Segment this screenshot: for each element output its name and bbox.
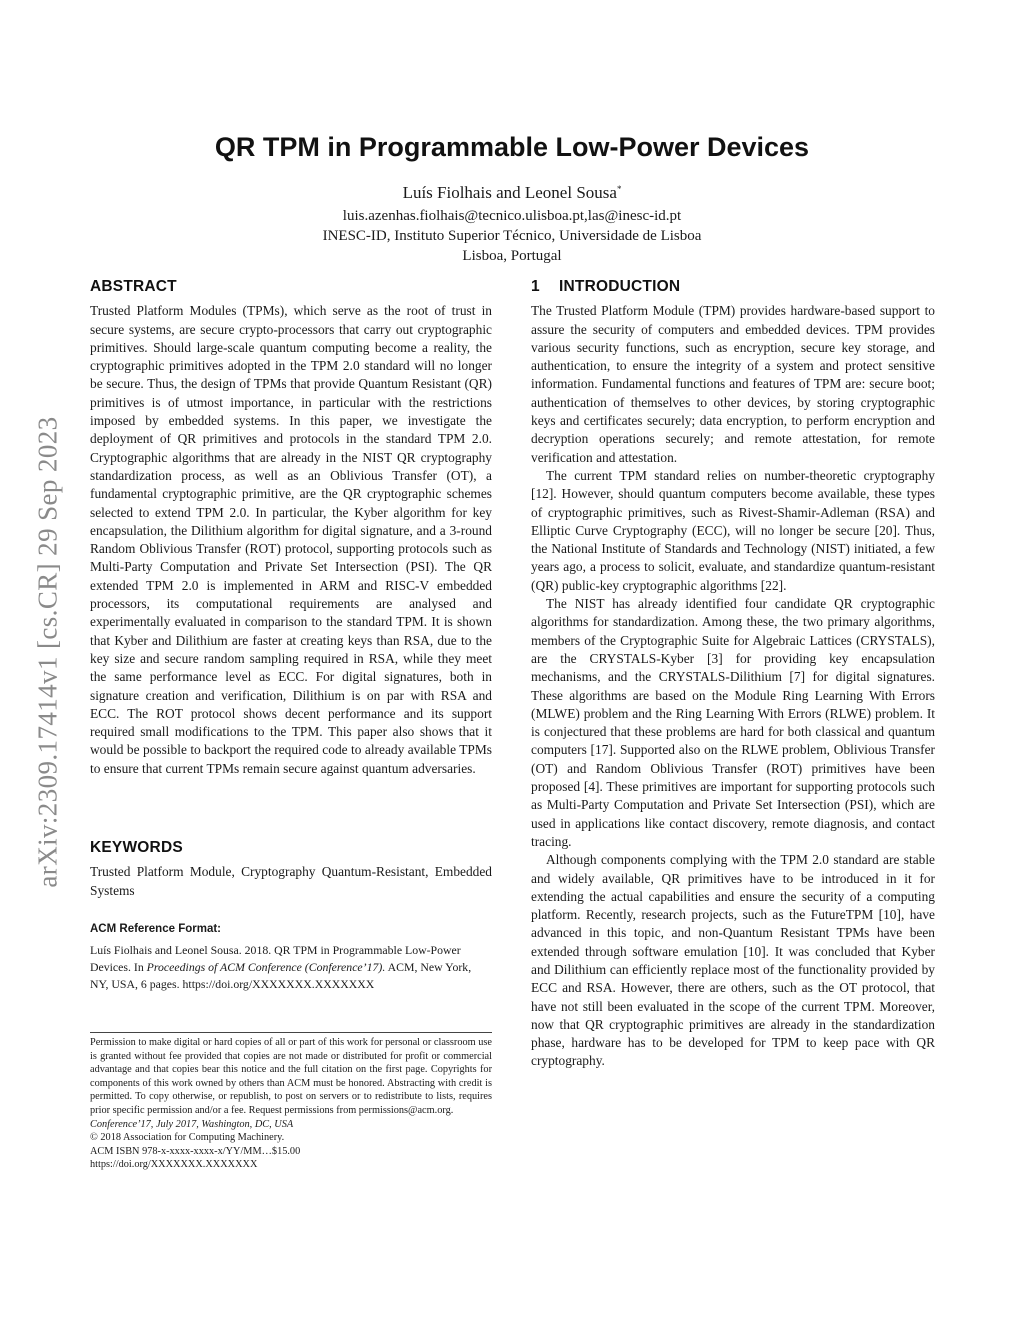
acm-reference-section [90,921,492,993]
paper-title: QR TPM in Programmable Low-Power Devices [214,132,810,162]
intro-paragraph: The NIST has already identified four candidate QR cryptographic algorithms for standardization. Among these, the two primary algorithms, members of the Cryptographic Suite for Algebraic Lattices (CRYSTALS), are the CRYSTALS-Kyber [3] for providing key encapsulation mechanisms, and the CRYSTALS-Dilithium [7] for digital signatures. These algorithms are based on the Module Ring Learning With Errors (MLWE) problem and the Ring Learning With Errors (RLWE) problem. It is conjectured that these problems are hard for both classical and quantum computers [17]. Supported also on the RLWE problem, Oblivious Transfer (OT) and Random Oblivious Transfer (ROT) primitives have been proposed [4]. These primitives are important for supporting protocols such as Multi-Party Computation and Private Set Intersection (PSI), which are used in applications like contact discovery, remote diagnosis, and contact tracing. [531,596,935,849]
permission-footnote [90,1036,492,1172]
isbn-line: ACM ISBN 978-x-xxxx-xxxx-x/YY/MM…$15.00 [90,1145,301,1157]
keywords-text: Trusted Platform Module, Cryptography Quantum-Resistant, Embedded Systems [90,864,492,898]
arxiv-identifier-text: arXiv:2309.17414v1 [cs.CR] 29 Sep 2023 [32,416,63,888]
acm-reference-publisher: ACM, New York, NY, USA, 6 pages. https://doi.org/XXXXXXX.XXXXXXX [90,960,472,991]
acm-reference-heading: ACM Reference Format: [90,923,221,935]
acm-reference-text [90,942,492,993]
conference-line: Conference’17, July 2017, Washington, DC, USA [90,1118,294,1130]
intro-paragraph: The Trusted Platform Module (TPM) provides hardware-based support to assure the security of computers and embedded devices. TPM provides various security functions, such as encryption, secure key storage, and authentication, to ensure the integrity of a system and protect sensitive information. Fundamental functions and features of TPM are: secure boot; authentication of themselves to other devices, by storing cryptographic keys and certificates securely; data encryption, to perform encryption and decryption operations securely; and remote attestation, for remote verification and attestation. [531,303,935,465]
footnote-divider [90,1032,492,1033]
doi-line: https://doi.org/XXXXXXX.XXXXXXX [90,1159,258,1171]
abstract-text: Trusted Platform Modules (TPMs), which serve as the root of trust in secure systems, are secure crypto-processors that carry out cryptographic primitives. Should large-scale quantum computing become a reality, the cryptographic primitives adopted in the TPM 2.0 standard will no longer be secure. Thus, the design of TPMs that provide Quantum Resistant (QR) primitives is of utmost importance, in particular with the restrictions imposed by embedded systems. In this paper, we investigate the deployment of QR primitives and protocols in the standard TPM 2.0. Cryptographic algorithms that are already in the NIST QR cryptography standardization process, as well as an Oblivious Transfer (OT), a fundamental cryptographic primitive, are the QR cryptographic schemes selected to extend TPM 2.0. In particular, the Kyber algorithm for key encapsulation, the Dilithium algorithm for digital signature, and a 3-round Random Oblivious Transfer (ROT) protocol, supporting protocols such as Multi-Party Computation and Private Set Intersection (PSI). The QR extended TPM 2.0 is implemented in ARM and RISC-V embedded processors, its computational requirements are analysed and experimentally evaluated in comparison to the standard TPM. It is shown that Kyber and Dilithium are faster at creating keys than RSA, due to the key size and secure random sampling required in RSA, while they meet the same performance level as ECC. For digital signatures, both in signature creation and verification, Dilithium is on par with RSA and ECC. The ROT protocol shows decent performance and its support required small modifications to the TPM. This paper also shows that it would be possible to backport the required code to already available TPMs to ensure that current TPMs remain secure against quantum adversaries. [90,303,492,776]
keywords-section [90,839,492,900]
author-emails: luis.azenhas.fiolhais@tecnico.ulisboa.pt,las@inesc-id.pt [342,208,682,224]
author-line [0,183,1024,203]
acm-reference-proceedings: Proceedings of ACM Conference (Conference’17). [146,960,386,974]
acm-reference-authors: Luís Fiolhais and Leonel Sousa. 2018. QR TPM in Programmable Low-Power Devices. In [90,943,461,974]
abstract-heading: ABSTRACT [90,278,177,295]
introduction-section [531,278,935,1071]
copyright-line: © 2018 Association for Computing Machinery. [90,1132,285,1144]
arxiv-identifier-stamp [28,352,68,952]
author-institution: INESC-ID, Instituto Superior Técnico, Universidade de Lisboa [322,228,702,244]
keywords-heading: KEYWORDS [90,839,183,856]
author-footnote-mark: * [616,184,622,194]
author-names: Luís Fiolhais and Leonel Sousa [402,183,617,202]
introduction-heading [531,278,935,296]
abstract-section [90,278,492,778]
intro-paragraph: The current TPM standard relies on number-theoretic cryptography [12]. However, should quantum computers become available, these types of cryptographic primitives, such as Rivest-Shamir-Adleman (RSA) and Elliptic Curve Cryptography (ECC), will no longer be secure [20]. Thus, the National Institute of Standards and Technology (NIST) initiated, a few years ago, a process to solicit, evaluate, and standardize quantum-resistant (QR) public-key cryptographic algorithms [22]. [531,467,935,593]
intro-paragraph: Although components complying with the TPM 2.0 standard are stable and widely available, QR primitives have to be introduced in it for extending the actual capabilities and ensure the security of a computing platform. Recently, research projects, such as the FutureTPM [10], have advanced in this topic, and non-Quantum Resistant TPMs have been extended through software emulation [10]. It was concluded that Kyber and Dilithium can efficiently replace most of the functionality provided by ECC and RSA. However, there are others, such as the OT protocol, that have not still been evaluated in the scope of the current TPM. Moreover, now that QR cryptographic primitives are already in the standardization phase, hardware has to be developed for TPM to keep pace with QR cryptography. [531,852,935,1069]
section-title: INTRODUCTION [559,278,681,295]
author-location: Lisboa, Portugal [462,248,562,264]
permission-text: Permission to make digital or hard copies of all or part of this work for personal or classroom use is granted without fee provided that copies are not made or distributed for profit or commercial advantage and that copies bear this notice and the full citation on the first page. Copyrights for components of this work owned by others than ACM must be honored. Abstracting with credit is permitted. To copy otherwise, or republish, to post on servers or to redistribute to lists, requires prior specific permission and/or a fee. Request permissions from permissions@acm.org. [90,1037,492,1116]
section-number: 1 [531,278,540,295]
